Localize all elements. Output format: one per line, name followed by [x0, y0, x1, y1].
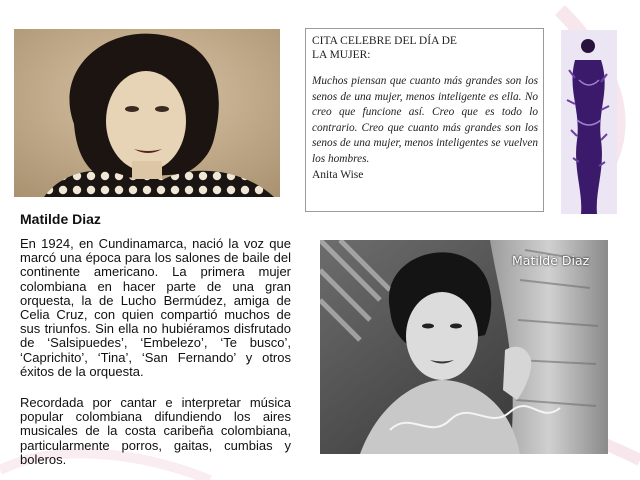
photo-caption: Matilde Diaz [512, 253, 590, 268]
quote-text: Muchos piensan que cuanto más grandes son los senos de una mujer, menos inteligente es ella. No creo que funcione así. Creo que es todo lo contrario. Creo que cuanto más grandes son los senos de una mujer, menos inteligentes se vuelven los hombres. [312, 75, 538, 165]
article-title: Matilde Diaz [20, 211, 101, 227]
woman-silhouette-illustration [561, 30, 617, 214]
quote-heading-line: LA MUJER: [312, 49, 371, 61]
quote-box [305, 28, 544, 212]
quote-heading [312, 34, 538, 62]
matilde-diaz-signed-photo [320, 240, 608, 454]
legacy-paragraph: Recordada por cantar e interpretar música popular colombiana difundiendo los aires musicales de la costa caribeña colombiana, particularmente porros, gaitas, cumbias y boleros. [20, 395, 291, 467]
biography-paragraph: En 1924, en Cundinamarca, nació la voz que marcó una época para los salones de baile del continente americano. La primera mujer colombiana en hacer parte de una gran orquesta, la de Lucho Bermúdez, amiga de Celia Cruz, con quien compartió muchos de sus triunfos. Sin ella no hubiéramos disfrutado de ‘Salsipuedes’, ‘Embelezo’, ‘Te busco’, ‘Caprichito’, ‘Tina’, ‘San Fernando’ y otros éxitos de la orquesta. [20, 236, 291, 379]
quote-heading-line: CITA CELEBRE DEL DÍA DE [312, 35, 457, 47]
quote-author: Anita Wise [312, 168, 364, 181]
matilde-diaz-portrait-photo [14, 29, 280, 197]
